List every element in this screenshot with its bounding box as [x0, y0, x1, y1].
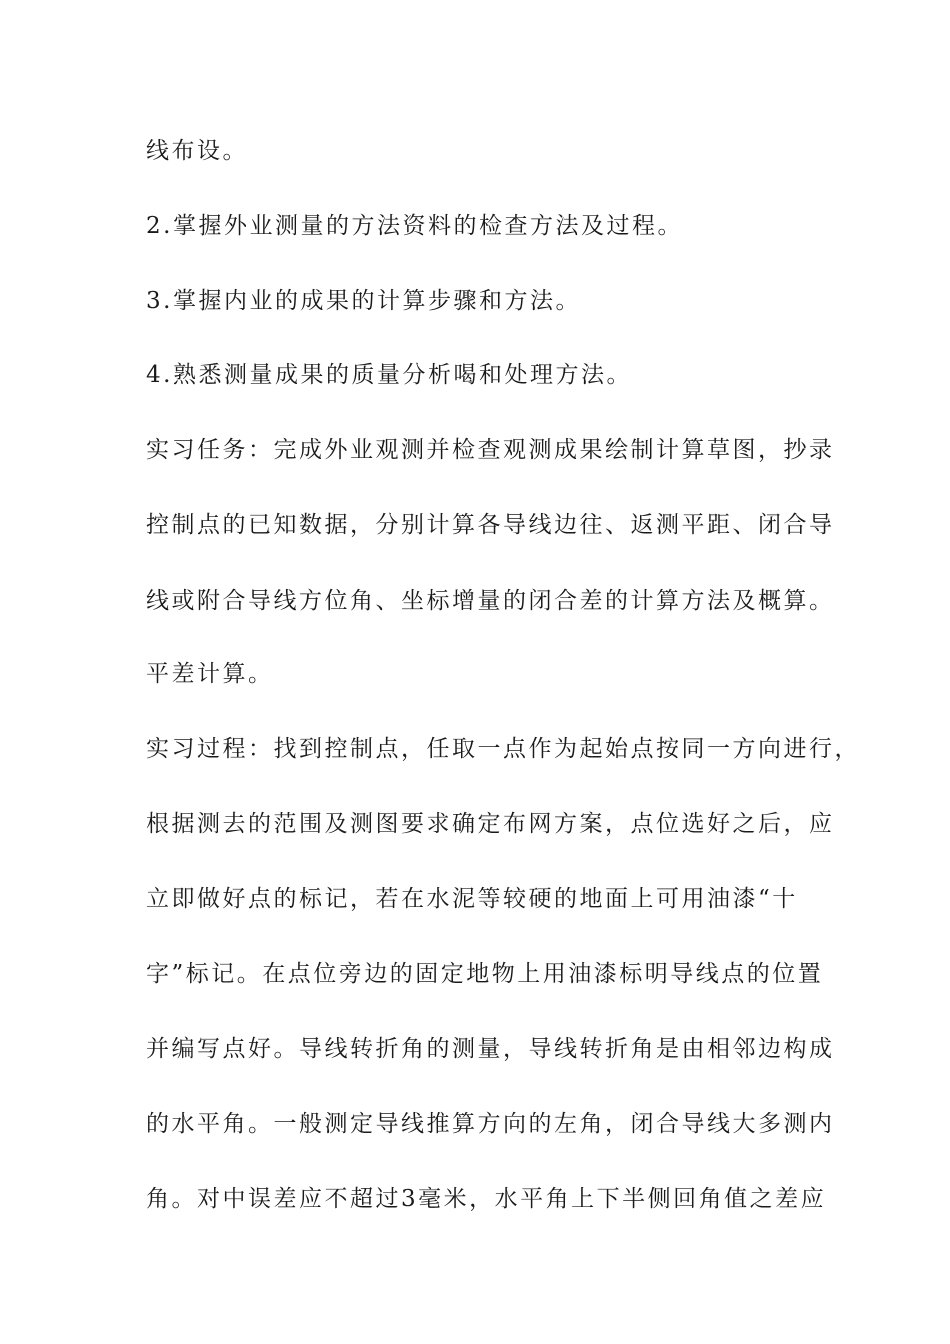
text-line-4: 4.熟悉测量成果的质量分析喝和处理方法。	[146, 362, 632, 388]
text-line-3: 3.掌握内业的成果的计算步骤和方法。	[146, 288, 581, 314]
text-line-10: 根据测去的范围及测图要求确定布网方案，点位选好之后，应	[146, 811, 835, 837]
text-line-12: 字”标记。在点位旁边的固定地物上用油漆标明导线点的位置	[146, 961, 824, 987]
text-line-13: 并编写点好。导线转折角的测量，导线转折角是由相邻边构成	[146, 1036, 835, 1062]
text-line-14: 的水平角。一般测定导线推算方向的左角，闭合导线大多测内	[146, 1111, 835, 1137]
text-line-5: 实习任务：完成外业观测并检查观测成果绘制计算草图，抄录	[146, 437, 835, 463]
text-line-9: 实习过程：找到控制点，任取一点作为起始点按同一方向进行，	[146, 736, 860, 762]
text-line-15: 角。对中误差应不超过3毫米，水平角上下半侧回角值之差应	[146, 1186, 827, 1212]
text-line-1: 线布设。	[146, 138, 248, 164]
text-line-11: 立即做好点的标记，若在水泥等较硬的地面上可用油漆“十	[146, 886, 798, 912]
text-line-6: 控制点的已知数据，分别计算各导线边往、返测平距、闭合导	[146, 512, 835, 538]
text-line-8: 平差计算。	[146, 661, 274, 687]
text-line-7: 线或附合导线方位角、坐标增量的闭合差的计算方法及概算。	[146, 588, 835, 614]
text-line-2: 2.掌握外业测量的方法资料的检查方法及过程。	[146, 213, 683, 239]
